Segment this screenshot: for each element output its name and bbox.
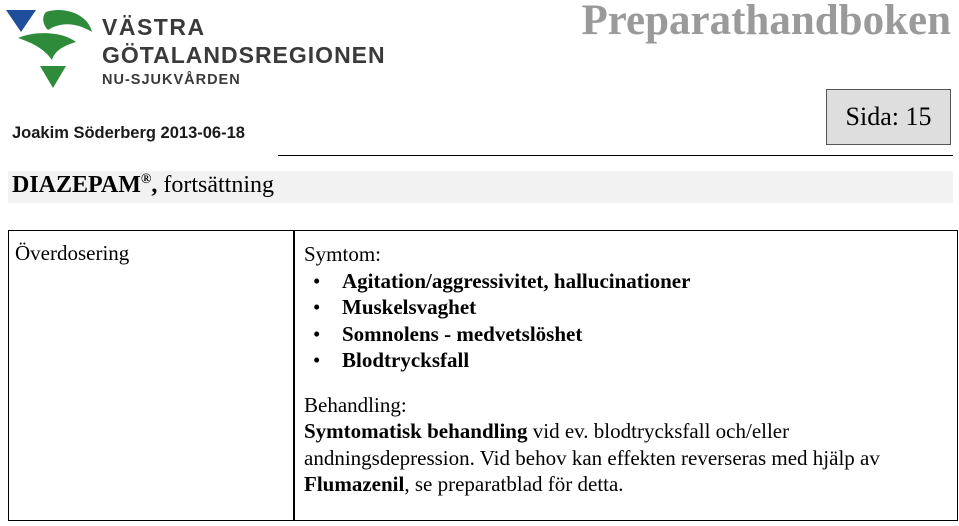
- drug-name: DIAZEPAM: [12, 172, 141, 198]
- bullet-icon: •: [313, 348, 321, 372]
- list-item: [304, 347, 952, 374]
- author-date: Joakim Söderberg 2013-06-18: [12, 124, 245, 142]
- symptom-text: Blodtrycksfall: [342, 348, 470, 372]
- treatment-heading: Behandling:: [304, 392, 407, 417]
- vgr-logo-mark-icon: [6, 8, 98, 90]
- page-number: Sida: 15: [845, 102, 932, 131]
- list-item: [304, 268, 952, 295]
- overdose-table: [8, 230, 958, 521]
- symptom-list: [304, 268, 952, 374]
- bullet-icon: •: [313, 321, 321, 346]
- treatment-bold-1: Symtomatisk behandling: [304, 419, 528, 443]
- logo-line-3: NU-SJUKVÅRDEN: [102, 72, 241, 88]
- bullet-icon: •: [313, 268, 321, 293]
- section-suffix: fortsättning: [157, 172, 275, 198]
- page-number-box: [826, 89, 951, 145]
- vgr-logo: [6, 8, 406, 88]
- symptom-text: Muskelsvaghet: [342, 295, 477, 319]
- treatment-text: [304, 418, 952, 498]
- section-comma: ,: [151, 172, 158, 198]
- logo-line-2: GÖTALANDSREGIONEN: [102, 42, 386, 68]
- symptoms-heading: Symtom:: [304, 242, 382, 266]
- list-item: [304, 321, 952, 348]
- treatment-text-4: , se preparatblad för detta.: [404, 472, 624, 496]
- list-item: [304, 294, 952, 321]
- symptom-text: Somnolens - medvetslöshet: [342, 321, 583, 346]
- treatment-text-2: vid ev. blodtrycksfall och/eller andningsdepression. Vid behov kan effekten reverseras med hjälp av: [304, 419, 880, 470]
- book-title: Preparathandboken: [581, 0, 951, 44]
- column-divider: [293, 231, 295, 520]
- symptom-text: Agitation/aggressivitet, hallucinationer: [342, 268, 691, 293]
- bullet-icon: •: [313, 295, 321, 319]
- section-title: [12, 172, 274, 199]
- logo-line-1: VÄSTRA: [102, 14, 206, 40]
- treatment-bold-2: Flumazenil: [304, 472, 405, 496]
- header-rule: [278, 155, 953, 156]
- registered-mark: ®: [140, 172, 152, 187]
- row-label-overdose: Överdosering: [15, 241, 130, 265]
- overdose-content: [304, 241, 952, 498]
